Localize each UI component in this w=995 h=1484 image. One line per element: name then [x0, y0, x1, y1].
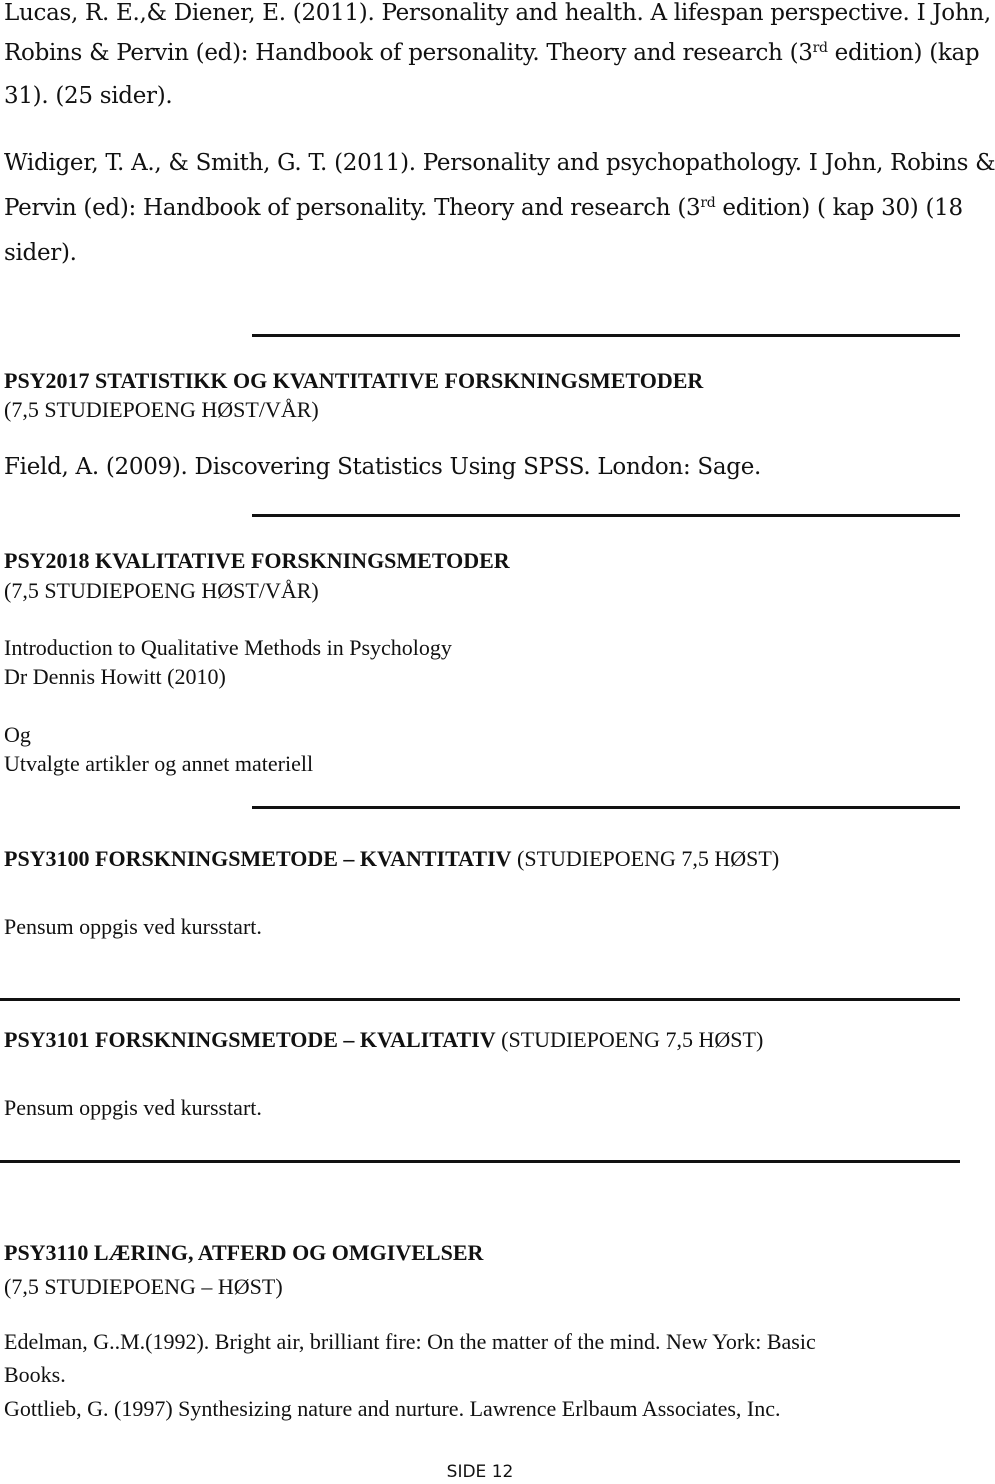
course-credits-psy3101: (STUDIEPOENG 7,5 HØST) — [495, 1027, 764, 1052]
course-title-psy3110: PSY3110 LÆRING, ATFERD OG OMGIVELSER — [4, 1240, 484, 1265]
course-credits-psy2018: (7,5 STUDIEPOENG HØST/VÅR) — [4, 578, 319, 603]
superscript-rd: rd — [700, 195, 716, 211]
course-title-psy2017: PSY2017 STATISTIKK OG KVANTITATIVE FORSKNINGSMETODER — [4, 368, 704, 393]
reference-lucas-line2-text: Robins & Pervin (ed): Handbook of personality. Theory and research (3 — [4, 40, 813, 66]
section-divider — [0, 998, 960, 1001]
section-divider — [252, 514, 960, 517]
reference-widiger-line2 — [4, 195, 963, 221]
course-title-psy3100: PSY3100 FORSKNINGSMETODE – KVANTITATIV — [4, 846, 512, 871]
superscript-rd: rd — [812, 40, 828, 56]
course-title-psy2018: PSY2018 KVALITATIVE FORSKNINGSMETODER — [4, 548, 510, 573]
reference-utvalgte-artikler: Utvalgte artikler og annet materiell — [4, 751, 314, 776]
reference-gottlieb: Gottlieb, G. (1997) Synthesizing nature and nurture. Lawrence Erlbaum Associates, Inc. — [4, 1396, 781, 1421]
reference-widiger-line3: sider). — [4, 240, 77, 266]
reference-field: Field, A. (2009). Discovering Statistics Using SPSS. London: Sage. — [4, 454, 762, 480]
reference-widiger-line2-end: edition) ( kap 30) (18 — [715, 195, 963, 221]
reference-widiger-line1: Widiger, T. A., & Smith, G. T. (2011). Personality and psychopathology. I John, Robins & — [4, 150, 995, 176]
course-note-psy3100: Pensum oppgis ved kursstart. — [4, 914, 262, 939]
course-note-psy3101: Pensum oppgis ved kursstart. — [4, 1095, 262, 1120]
section-divider — [252, 334, 960, 337]
course-title-psy3101: PSY3101 FORSKNINGSMETODE – KVALITATIV — [4, 1027, 496, 1052]
course-heading-psy3100 — [4, 846, 779, 872]
section-divider — [0, 1160, 960, 1163]
connector-og: Og — [4, 722, 31, 747]
section-divider — [252, 806, 960, 809]
course-credits-psy3110: (7,5 STUDIEPOENG – HØST) — [4, 1274, 283, 1299]
reference-lucas-line3: 31). (25 sider). — [4, 83, 173, 109]
reference-widiger-line2-text: Pervin (ed): Handbook of personality. Theory and research (3 — [4, 195, 701, 221]
reference-edelman-line2: Books. — [4, 1362, 66, 1387]
course-heading-psy3101 — [4, 1027, 763, 1053]
reference-lucas-line1: Lucas, R. E.,& Diener, E. (2011). Personality and health. A lifespan perspective. I John, — [4, 0, 991, 26]
page-number: SIDE 12 — [446, 1462, 514, 1482]
reference-edelman-line1: Edelman, G..M.(1992). Bright air, brilliant fire: On the matter of the mind. New York: Basic — [4, 1329, 816, 1354]
reference-howitt-title: Introduction to Qualitative Methods in Psychology — [4, 635, 452, 660]
course-credits-psy3100: (STUDIEPOENG 7,5 HØST) — [511, 846, 780, 871]
course-credits-psy2017: (7,5 STUDIEPOENG HØST/VÅR) — [4, 397, 319, 422]
reference-lucas-line2-end: edition) (kap — [827, 40, 980, 66]
reference-howitt-author: Dr Dennis Howitt (2010) — [4, 664, 226, 689]
reference-lucas-line2 — [4, 40, 979, 66]
